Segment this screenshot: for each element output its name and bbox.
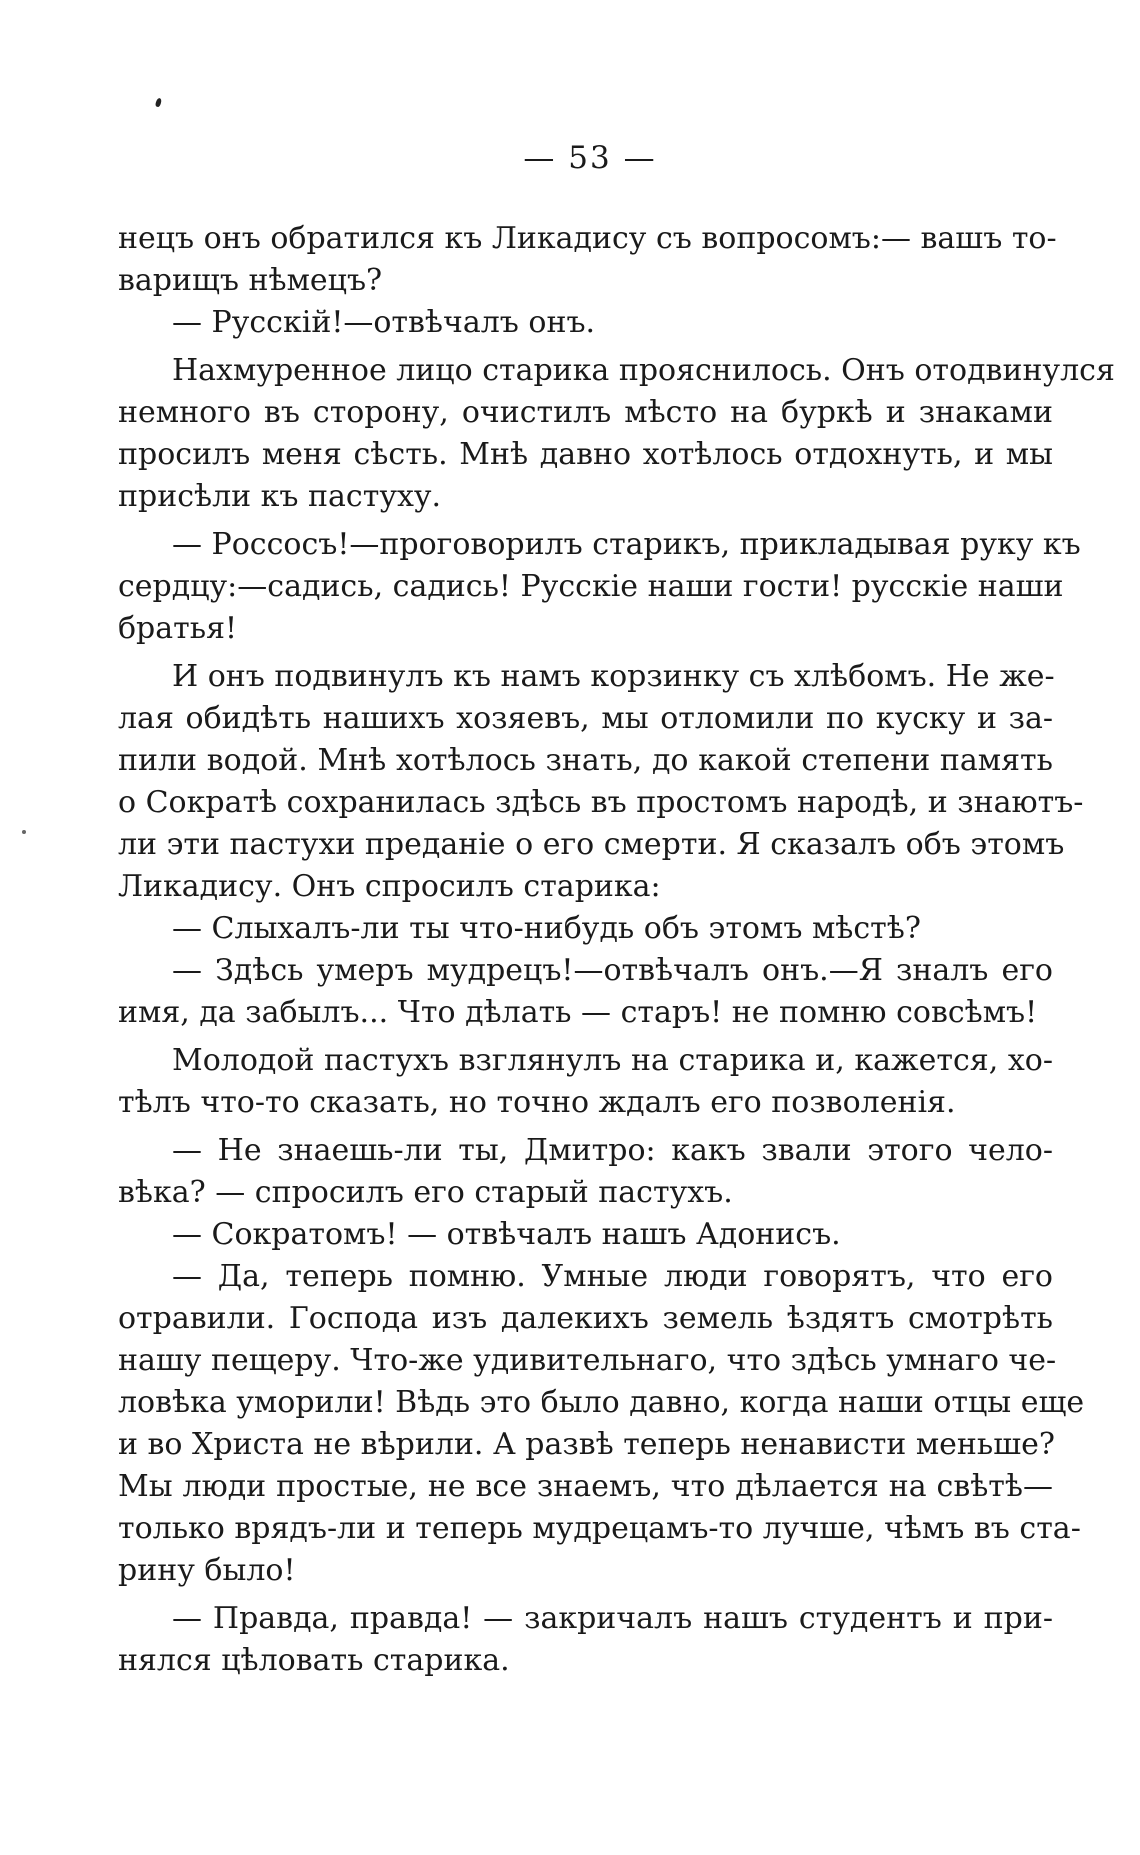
ink-dot (22, 830, 26, 834)
text-line: пили водой. Мнѣ хотѣлось знать, до какой степени память (118, 743, 1053, 778)
text-line: просилъ меня сѣсть. Мнѣ давно хотѣлось отдохнуть, и мы (118, 437, 1053, 472)
text-line: и во Христа не вѣрили. А развѣ теперь ненависти меньше? (118, 1427, 1055, 1462)
text-line: Нахмуренное лицо старика прояснилось. Онъ отодвинулся (172, 353, 1115, 388)
text-line: вѣка? — спросилъ его старый пастухъ. (118, 1175, 733, 1210)
text-line: имя, да забылъ... Что дѣлать — старъ! не помню совсѣмъ! (118, 995, 1038, 1030)
text-line: рину было! (118, 1553, 296, 1588)
text-line: — Русскій!—отвѣчалъ онъ. (172, 305, 596, 340)
text-line: ли эти пастухи преданіе о его смерти. Я сказалъ объ этомъ (118, 827, 1065, 862)
text-line: нашу пещеру. Что-же удивительнаго, что здѣсь умнаго че- (118, 1343, 1057, 1378)
body-text (118, 218, 1115, 1682)
text-line: — Не знаешь-ли ты, Дмитро: какъ звали этого чело- (172, 1133, 1053, 1168)
text-line: лая обидѣть нашихъ хозяевъ, мы отломили по куску и за- (118, 701, 1053, 736)
text-line: братья! (118, 611, 238, 646)
text-line: только врядъ-ли и теперь мудрецамъ-то лучше, чѣмъ въ ста- (118, 1511, 1081, 1546)
text-line: нялся цѣловать старика. (118, 1643, 510, 1678)
text-line: варищъ нѣмецъ? (118, 263, 383, 298)
text-line: ловѣка уморили! Вѣдь это было давно, когда наши отцы еще (118, 1385, 1085, 1420)
text-line: Ликадису. Онъ спросилъ старика: (118, 869, 661, 904)
text-line: — Здѣсь умеръ мудрецъ!—отвѣчалъ онъ.—Я зналъ его (172, 953, 1053, 988)
text-line: Молодой пастухъ взглянулъ на старика и, кажется, хо- (172, 1043, 1053, 1078)
text-line: — Правда, правда! — закричалъ нашъ студентъ и при- (172, 1601, 1053, 1636)
page-number: — 53 — (523, 140, 657, 176)
text-line: немного въ сторону, очистилъ мѣсто на буркѣ и знаками (118, 395, 1053, 430)
text-line: сердцу:—садись, садись! Русскіе наши гости! русскіе наши (118, 569, 1064, 604)
ink-speck (155, 97, 163, 107)
text-line: нецъ онъ обратился къ Ликадису съ вопросомъ:— вашъ то- (118, 221, 1057, 256)
text-line: — Россосъ!—проговорилъ старикъ, прикладывая руку къ (172, 527, 1081, 562)
text-line: И онъ подвинулъ къ намъ корзинку съ хлѣбомъ. Не же- (172, 659, 1055, 694)
text-line: отравили. Господа изъ далекихъ земель ѣздятъ смотрѣть (118, 1301, 1053, 1336)
text-line: Мы люди простые, не все знаемъ, что дѣлается на свѣтѣ— (118, 1469, 1053, 1504)
text-line: тѣлъ что-то сказать, но точно ждалъ его позволенія. (118, 1085, 956, 1120)
text-line: присѣли къ пастуху. (118, 479, 442, 514)
text-line: — Слыхалъ-ли ты что-нибудь объ этомъ мѣстѣ? (172, 911, 921, 946)
text-line: — Да, теперь помню. Умные люди говорятъ, что его (172, 1259, 1053, 1294)
text-line: — Сократомъ! — отвѣчалъ нашъ Адонисъ. (172, 1217, 841, 1252)
text-line: о Сократѣ сохранилась здѣсь въ простомъ народѣ, и знаютъ- (118, 785, 1084, 820)
